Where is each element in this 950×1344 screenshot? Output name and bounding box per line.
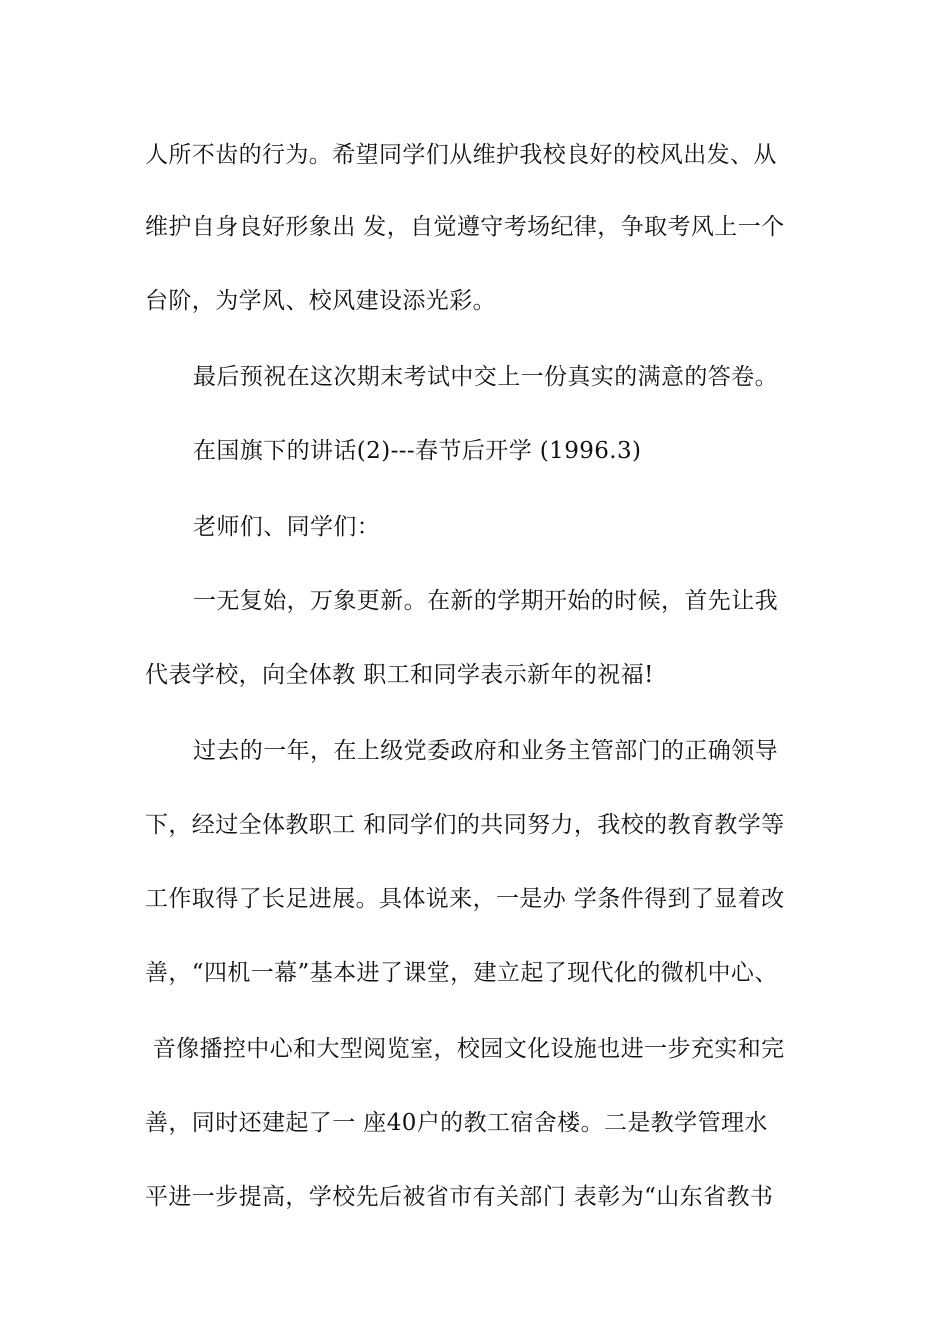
text-line-10: 下，经过全体教职工 和同学们的共同努力，我校的教育教学等 — [145, 812, 785, 838]
text-line-12: 善，“四机一幕”基本进了课堂，建立起了现代化的微机中心、 — [145, 960, 778, 986]
text-line-2: 维护自身良好形象出 发，自觉遵守考场纪律，争取考风上一个 — [145, 214, 785, 240]
text-line-4: 最后预祝在这次期末考试中交上一份真实的满意的答卷。 — [193, 364, 778, 390]
text-line-3: 台阶，为学风、校风建设添光彩。 — [145, 288, 496, 314]
text-line-8: 代表学校，向全体教 职工和同学表示新年的祝福! — [145, 662, 654, 688]
text-line-1: 人所不齿的行为。希望同学们从维护我校良好的校风出发、从 — [145, 142, 777, 168]
text-line-15: 平进一步提高，学校先后被省市有关部门 表彰为“山东省教书 — [145, 1184, 774, 1210]
text-line-11: 工作取得了长足进展。具体说来，一是办 学条件得到了显着改 — [145, 886, 785, 912]
text-line-5: 在国旗下的讲话(2)---春节后开学 (1996.3) — [193, 438, 642, 464]
text-line-9: 过去的一年，在上级党委政府和业务主管部门的正确领导 — [193, 738, 778, 764]
text-line-14: 善，同时还建起了一 座40户的教工宿舍楼。二是教学管理水 — [145, 1110, 768, 1136]
text-line-6: 老师们、同学们： — [193, 514, 381, 540]
text-line-13: 音像播控中心和大型阅览室，校园文化设施也进一步充实和完 — [145, 1036, 785, 1062]
text-line-7: 一无复始，万象更新。在新的学期开始的时候，首先让我 — [193, 588, 778, 614]
